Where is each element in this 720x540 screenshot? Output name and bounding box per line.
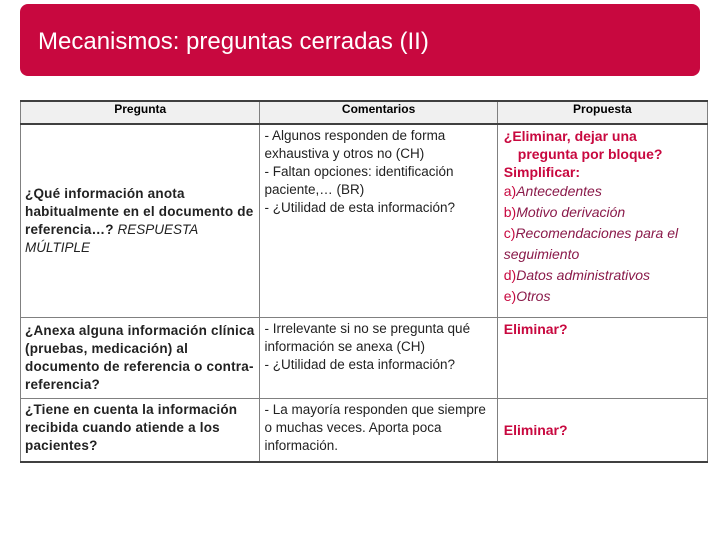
option-item: c)Recomendaciones para el <box>503 225 679 241</box>
option-item-continued: seguimiento <box>503 246 580 262</box>
question-cell <box>21 124 260 318</box>
question-note: RESPUESTA MÚLTIPLE <box>25 222 198 255</box>
proposal-heading: ¿Eliminar, dejar una <box>503 128 637 144</box>
proposal-text: Eliminar? <box>503 321 568 337</box>
question-text: ¿Tiene en cuenta la información recibida cuando atiende a los pacientes? <box>25 402 238 453</box>
question-text: ¿Qué información anota habitualmente en el documento de referencia…? <box>25 186 254 237</box>
option-item: e)Otros <box>503 288 551 304</box>
option-item: a)Antecedentes <box>503 183 602 199</box>
questions-table <box>20 100 708 463</box>
header-pregunta: Pregunta <box>21 101 260 124</box>
page-title: Mecanismos: preguntas cerradas (II) <box>38 28 429 55</box>
title-banner <box>20 4 700 76</box>
option-item: b)Motivo derivación <box>503 204 626 220</box>
proposal-cell <box>497 318 707 399</box>
question-text: ¿Anexa alguna información clínica (pruebas, medicación) al documento de referencia o contra-referencia? <box>25 323 255 392</box>
comment-line: - Irrelevante si no se pregunta qué información se anexa (CH) <box>264 321 471 354</box>
table-header-row <box>21 101 708 124</box>
question-cell <box>21 318 260 399</box>
proposal-text: Eliminar? <box>503 422 568 438</box>
proposal-cell <box>497 399 707 463</box>
comment-line: - ¿Utilidad de esta información? <box>264 200 456 215</box>
comments-cell <box>260 399 497 463</box>
comments-cell <box>260 124 497 318</box>
comment-line: - Faltan opciones: identificación paciente,… (BR) <box>264 164 454 197</box>
header-comentarios: Comentarios <box>260 101 497 124</box>
table-row <box>21 318 708 399</box>
comment-line: - La mayoría responden que siempre o muchas veces. Aporta poca información. <box>264 402 486 453</box>
proposal-cell <box>497 124 707 318</box>
option-item: d)Datos administrativos <box>503 267 651 283</box>
proposal-heading: pregunta por bloque? <box>517 146 663 162</box>
proposal-heading: Simplificar: <box>503 164 581 180</box>
comment-line: - ¿Utilidad de esta información? <box>264 357 456 372</box>
header-propuesta: Propuesta <box>497 101 707 124</box>
comments-cell <box>260 318 497 399</box>
comment-line: - Algunos responden de forma exhaustiva y otros no (CH) <box>264 128 446 161</box>
table-row <box>21 124 708 318</box>
question-cell <box>21 399 260 463</box>
table-row <box>21 399 708 463</box>
